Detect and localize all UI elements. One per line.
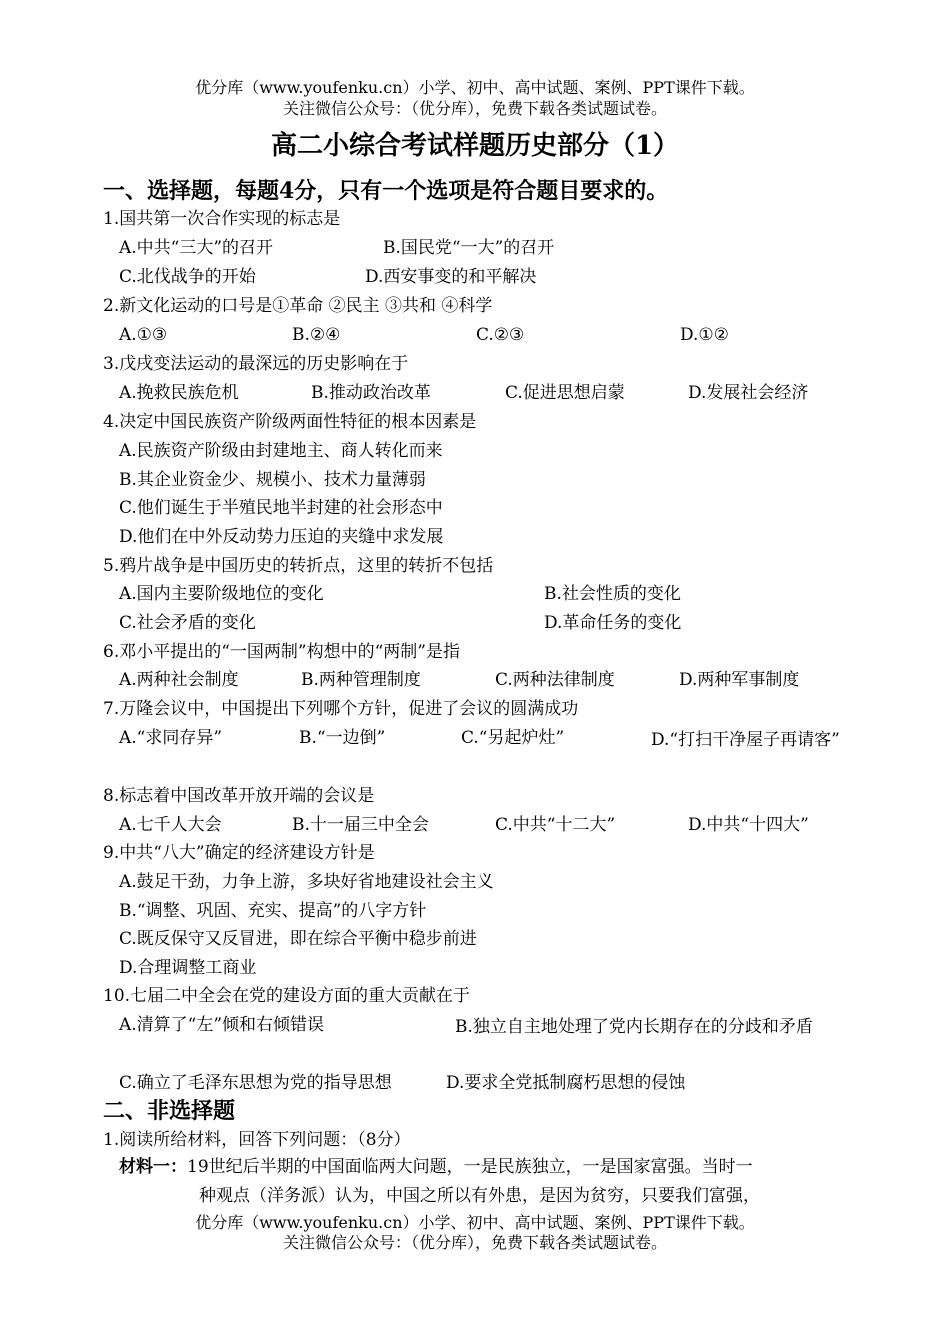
question-5-stem: 5.鸦片战争是中国历史的转折点，这里的转折不包括: [103, 556, 494, 576]
question-7-option-b: B.“一边倒”: [299, 728, 386, 748]
question-6-option-b: B.两种管理制度: [301, 670, 421, 690]
question-4-option-b: B.其企业资金少、规模小、技术力量薄弱: [119, 470, 426, 490]
material-1-line-2: 种观点（洋务派）认为，中国之所以有外患，是因为贫穷，只要我们富强，: [199, 1186, 760, 1206]
question-10-stem: 10.七届二中全会在党的建设方面的重大贡献在于: [103, 986, 471, 1006]
section-2-heading: 二、非选择题: [103, 1098, 236, 1124]
question-9-option-d: D.合理调整工商业: [119, 958, 257, 978]
question-5-option-b: B.社会性质的变化: [544, 584, 681, 604]
question-8-option-c: C.中共“十二大”: [495, 815, 616, 835]
question-4-option-d: D.他们在中外反动势力压迫的夹缝中求发展: [119, 527, 444, 547]
question-6-stem: 6.邓小平提出的“一国两制”构想中的“两制”是指: [103, 642, 460, 662]
question-7-option-a: A.“求同存异”: [119, 728, 223, 748]
material-1-line-1: 19世纪后半期的中国面临两大问题，一是民族独立，一是国家富强。当时一: [187, 1157, 753, 1177]
section-2-question-1-stem: 1.阅读所给材料，回答下列问题：（8分）: [103, 1130, 411, 1150]
question-9-option-b: B.“调整、巩固、充实、提高”的八字方针: [119, 901, 427, 921]
question-4-stem: 4.决定中国民族资产阶级两面性特征的根本因素是: [103, 412, 477, 432]
question-6-option-d: D.两种军事制度: [679, 670, 800, 690]
question-10-option-a: A.清算了“左”倾和右倾错误: [119, 1015, 325, 1035]
question-9-option-a: A.鼓足干劲，力争上游，多块好省地建设社会主义: [119, 872, 494, 892]
page-title: 高二小综合考试样题历史部分（1）: [270, 131, 680, 161]
question-10-option-b: B.独立自主地处理了党内长期存在的分歧和矛盾: [455, 1017, 813, 1037]
question-2-option-b: B.②④: [292, 325, 341, 345]
question-1-option-c: C.北伐战争的开始: [119, 267, 256, 287]
question-7-option-c: C.“另起炉灶”: [461, 728, 565, 748]
question-2-stem: 2.新文化运动的口号是①革命 ②民主 ③共和 ④科学: [103, 296, 493, 316]
question-1-option-a: A.中共“三大”的召开: [119, 238, 274, 258]
question-3-option-b: B.推动政治改革: [311, 383, 431, 403]
question-10-option-c: C.确立了毛泽东思想为党的指导思想: [119, 1073, 392, 1093]
question-6-option-c: C.两种法律制度: [495, 670, 615, 690]
question-5-option-d: D.革命任务的变化: [544, 613, 682, 633]
question-3-option-d: D.发展社会经济: [688, 383, 809, 403]
question-8-stem: 8.标志着中国改革开放开端的会议是: [103, 786, 375, 806]
question-9-option-c: C.既反保守又反冒进，即在综合平衡中稳步前进: [119, 929, 477, 949]
question-2-option-d: D.①②: [680, 325, 729, 345]
question-7-stem: 7.万隆会议中，中国提出下列哪个方针，促进了会议的圆满成功: [103, 699, 579, 719]
question-1-option-d: D.西安事变的和平解决: [365, 267, 537, 287]
question-5-option-a: A.国内主要阶级地位的变化: [119, 584, 324, 604]
header-line-2: 关注微信公众号：（优分库），免费下载各类试题试卷。: [282, 99, 667, 118]
question-8-option-b: B.十一届三中全会: [292, 815, 429, 835]
footer-line-1: 优分库（www.youfenku.cn）小学、初中、高中试题、案例、PPT课件下载。: [195, 1213, 755, 1232]
section-1-heading: 一、选择题，每题4分，只有一个选项是符合题目要求的。: [103, 178, 669, 204]
question-5-option-c: C.社会矛盾的变化: [119, 613, 256, 633]
question-4-option-c: C.他们诞生于半殖民地半封建的社会形态中: [119, 498, 443, 518]
question-3-option-c: C.促进思想启蒙: [505, 383, 625, 403]
question-9-stem: 9.中共“八大”确定的经济建设方针是: [103, 843, 375, 863]
question-2-option-a: A.①③: [119, 325, 168, 345]
question-1-option-b: B.国民党“一大”的召开: [383, 238, 555, 258]
question-2-option-c: C.②③: [476, 325, 525, 345]
question-4-option-a: A.民族资产阶级由封建地主、商人转化而来: [119, 441, 443, 461]
question-10-option-d: D.要求全党抵制腐朽思想的侵蚀: [446, 1073, 686, 1093]
question-6-option-a: A.两种社会制度: [119, 670, 239, 690]
question-3-option-a: A.挽救民族危机: [119, 383, 239, 403]
question-7-option-d: D.“打扫干净屋子再请客”: [651, 730, 840, 750]
material-1-label: 材料一：: [119, 1157, 187, 1177]
question-8-option-a: A.七千人大会: [119, 815, 222, 835]
footer-line-2: 关注微信公众号：（优分库），免费下载各类试题试卷。: [282, 1233, 667, 1252]
header-line-1: 优分库（www.youfenku.cn）小学、初中、高中试题、案例、PPT课件下载。: [195, 78, 755, 97]
question-1-stem: 1.国共第一次合作实现的标志是: [103, 209, 341, 229]
question-8-option-d: D.中共“十四大”: [688, 815, 809, 835]
material-1: [103, 1153, 863, 1211]
question-3-stem: 3.戊戌变法运动的最深远的历史影响在于: [103, 354, 409, 374]
